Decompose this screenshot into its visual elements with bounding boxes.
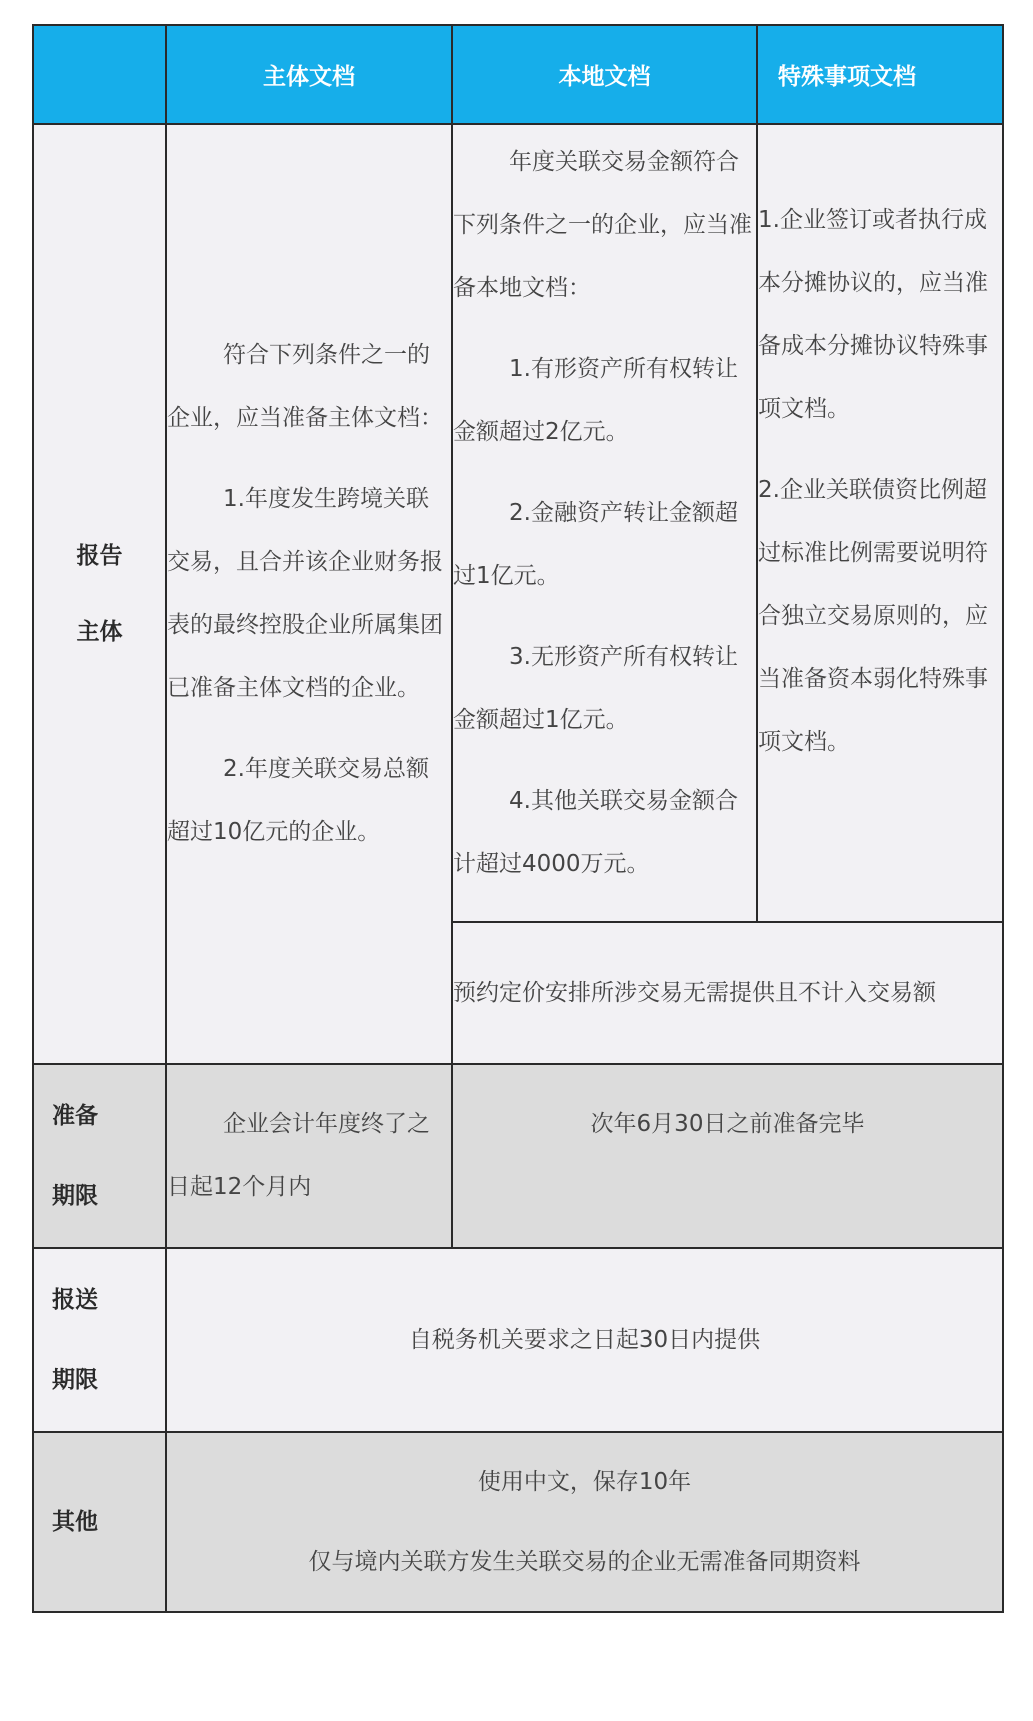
local-item-2: 2.金融资产转让金额超过1亿元。 [453,500,738,589]
submission-text: 自税务机关要求之日起30日内提供 [408,1326,761,1353]
row-label-reporting [33,124,166,1064]
cell-other-value [166,1432,1003,1612]
preparation-master-text: 企业会计年度终了之日起12个月内 [167,1111,430,1200]
master-intro: 符合下列条件之一的企业，应当准备主体文档： [167,342,443,431]
preparation-local-special-text: 次年6月30日之前准备完毕 [590,1111,865,1137]
other-line-2: 仅与境内关联方发生关联交易的企业无需准备同期资料 [308,1549,861,1575]
cell-preparation-master [166,1064,452,1248]
cell-submission-value [166,1248,1003,1432]
transfer-pricing-doc-table [32,24,1004,1613]
special-item-2: 2.企业关联债资比例超过标准比例需要说明符合独立交易原则的，应当准备资本弱化特殊事项文档。 [758,477,988,755]
master-item-1: 1.年度发生跨境关联交易，且合并该企业财务报表的最终控股企业所属集团已准备主体文档的企业。 [167,486,443,701]
local-intro: 年度关联交易金额符合下列条件之一的企业，应当准备本地文档： [453,149,752,301]
other-line-1: 使用中文，保存10年 [477,1469,692,1495]
cell-special-conditions [757,124,1003,922]
header-local-file: 本地文档 [452,25,757,124]
row-preparation-deadline [33,1064,1003,1248]
cell-apa-note [452,922,1003,1064]
apa-note: 预约定价安排所涉交易无需提供且不计入交易额 [453,979,936,1006]
local-item-3: 3.无形资产所有权转让金额超过1亿元。 [453,644,738,733]
row-label-preparation-line1: 准备 [52,1103,98,1129]
master-item-2: 2.年度关联交易总额超过10亿元的企业。 [167,756,429,845]
row-label-preparation [33,1064,166,1248]
row-label-submission [33,1248,166,1432]
cell-preparation-local-special [452,1064,1003,1248]
row-label-submission-line2: 期限 [52,1367,98,1393]
row-reporting-entity [33,124,1003,922]
header-corner [33,25,166,124]
local-item-4: 4.其他关联交易金额合计超过4000万元。 [453,788,738,877]
row-label-reporting-line1: 报告 [76,543,123,569]
row-other [33,1432,1003,1612]
table-header-row [33,25,1003,124]
header-master-file: 主体文档 [166,25,452,124]
row-submission-deadline [33,1248,1003,1432]
row-label-reporting-line2: 主体 [76,619,123,645]
row-label-submission-line1: 报送 [52,1287,98,1313]
cell-local-conditions [452,124,757,922]
cell-master-conditions [166,124,452,1064]
row-label-preparation-line2: 期限 [52,1183,98,1209]
header-special-file: 特殊事项文档 [757,25,1003,124]
local-item-1: 1.有形资产所有权转让金额超过2亿元。 [453,356,738,445]
document-table-container [32,24,1002,1613]
row-label-other: 其他 [33,1432,166,1612]
special-item-1: 1.企业签订或者执行成本分摊协议的，应当准备成本分摊协议特殊事项文档。 [758,207,988,422]
